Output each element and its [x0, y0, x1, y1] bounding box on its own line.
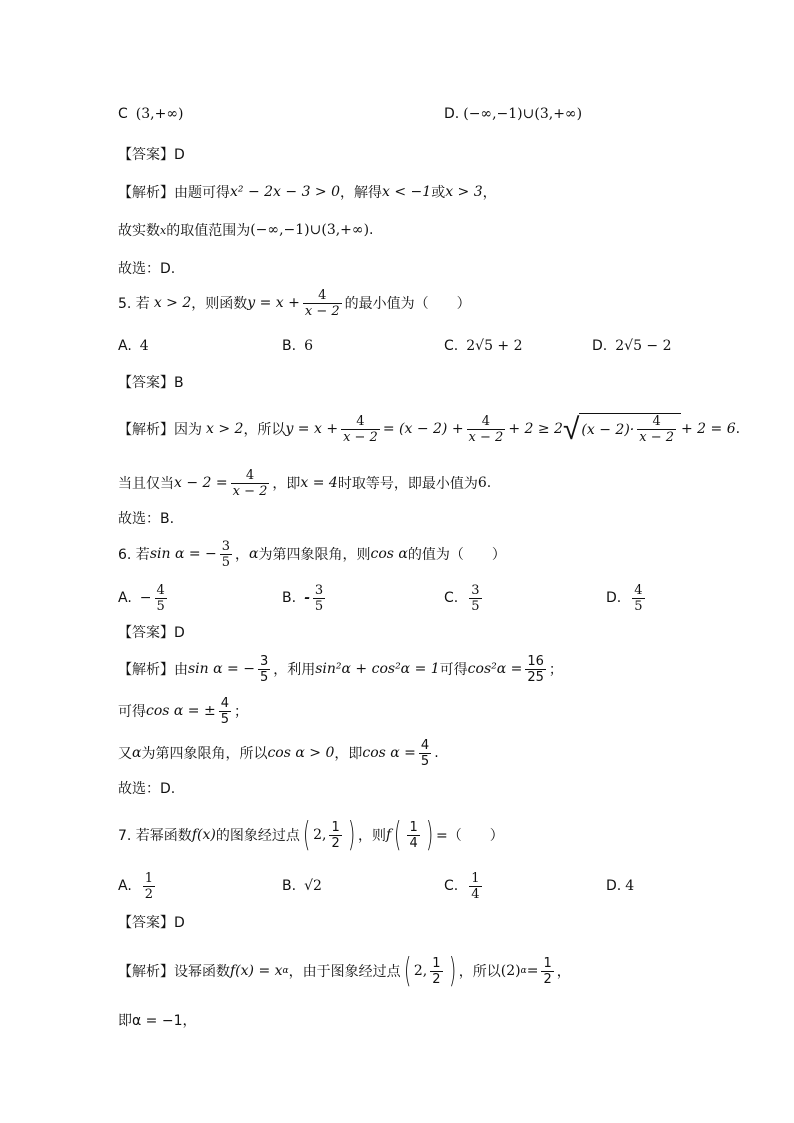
- fraction: $\frac{4}{x - 2}$: [468, 413, 504, 445]
- option-label: B.: [282, 338, 297, 354]
- option-label: C.: [444, 338, 459, 354]
- paren-right: ): [448, 951, 456, 991]
- text: ；: [234, 704, 249, 720]
- q5-option-d: [592, 326, 672, 366]
- math: (2): [500, 963, 521, 979]
- text: ，即: [334, 746, 363, 762]
- text: 的图象经过点: [215, 828, 300, 844]
- paren-left: (: [394, 815, 402, 855]
- sqrt-icon: √: [562, 411, 580, 447]
- fraction: $\frac{4}{x - 2}$: [343, 413, 378, 445]
- text: 5. 若: [118, 296, 150, 312]
- math: cos α =: [362, 745, 416, 761]
- text: ，则: [358, 828, 386, 844]
- fraction: $\frac{4}{x - 2}$: [232, 467, 268, 499]
- math: = (x − 2) +: [382, 421, 464, 437]
- option-value: 2√5 − 2: [615, 338, 672, 354]
- fraction: $\frac{1}{2}$: [543, 955, 552, 987]
- math: x < −1: [382, 184, 432, 200]
- math: α: [282, 966, 289, 976]
- text: 为第四象限角，所以: [141, 746, 268, 762]
- q7-option-b: [282, 864, 322, 908]
- analysis-tag: 【解析】: [118, 185, 174, 201]
- text: ，即: [272, 476, 301, 492]
- math: + 2 ≥ 2: [508, 421, 563, 437]
- q7-answer: 【答案】D: [118, 915, 185, 931]
- text: 由: [174, 662, 188, 678]
- text: 的值为（ ）: [407, 547, 506, 563]
- text: 时取等号，即最小值为: [337, 476, 478, 492]
- text: ，由于图象经过点: [288, 964, 401, 980]
- option-label: D.: [606, 878, 622, 894]
- math: 6: [477, 475, 487, 491]
- text: .: [369, 222, 374, 238]
- math: =: [526, 963, 539, 979]
- text: 为第四象限角，则: [258, 547, 371, 563]
- option-label: B.: [282, 590, 297, 606]
- fraction: $\frac{1}{4}$: [471, 870, 480, 902]
- q6-option-b: [282, 576, 328, 620]
- text: 设幂函数: [174, 964, 230, 980]
- text: 当且仅当: [118, 476, 174, 492]
- text: 故实数: [118, 223, 160, 239]
- math: 2,: [413, 963, 428, 979]
- q4-answer: 【答案】D: [118, 147, 185, 163]
- text: 因为: [174, 422, 202, 438]
- q6-answer: 【答案】D: [118, 625, 185, 641]
- text: ，: [556, 964, 571, 980]
- fraction: $\frac{4}{x - 2}$: [304, 287, 340, 319]
- math: x > 2: [206, 421, 244, 437]
- math: (x − 2)·: [581, 421, 635, 438]
- math: −: [139, 590, 152, 606]
- q5-select: 故选：B.: [118, 511, 175, 527]
- q6-analysis-line2: [118, 688, 248, 734]
- fraction: $\frac{4}{5}$: [420, 737, 430, 769]
- text: =（ ）: [436, 828, 504, 844]
- option-value: √2: [304, 878, 322, 894]
- analysis-tag: 【解析】: [118, 422, 174, 438]
- q7-option-d: [606, 864, 634, 908]
- math: α: [132, 745, 142, 761]
- text: ，利用: [273, 662, 316, 678]
- math: x − 2 =: [174, 475, 228, 491]
- fraction: $\frac{3}{5}$: [259, 653, 269, 685]
- fraction: $\frac{4}{5}$: [156, 582, 165, 614]
- math: cos α > 0: [267, 745, 335, 761]
- q4-option-c: [118, 94, 183, 134]
- fraction: $\frac{1}{2}$: [144, 870, 154, 902]
- text: 又: [118, 746, 132, 762]
- math: x: [160, 223, 167, 237]
- math: sin²α + cos²α = 1: [315, 661, 440, 677]
- paren-left: (: [403, 951, 411, 991]
- text: ，: [482, 185, 497, 201]
- q5-option-a: [118, 326, 149, 366]
- fraction: $\frac{3}{5}$: [471, 582, 480, 614]
- paren-right: ): [425, 815, 434, 855]
- q7-analysis-line1: [118, 946, 571, 996]
- option-value: (−∞,−1)∪(3,+∞): [463, 106, 583, 122]
- q6-stem: [118, 530, 506, 578]
- fraction: $\frac{1}{2}$: [432, 955, 441, 987]
- math: cos α = ±: [146, 703, 216, 719]
- q7-option-c: [444, 864, 485, 908]
- fraction: $\frac{4}{x - 2}$: [639, 414, 674, 445]
- math: α: [249, 546, 259, 562]
- option-value: 6: [304, 338, 313, 354]
- fraction: $\frac{4}{5}$: [634, 582, 643, 614]
- q4-option-d: [444, 94, 582, 134]
- text: 可得: [118, 704, 146, 720]
- fraction: $\frac{3}{5}$: [221, 538, 231, 570]
- fraction: $\frac{3}{5}$: [314, 582, 324, 614]
- q7-analysis-line2: 即α = −1，: [118, 1013, 197, 1029]
- math: cos²α =: [467, 661, 523, 677]
- analysis-tag: 【解析】: [118, 964, 174, 980]
- text: ，所以: [243, 422, 286, 438]
- q5-option-b: [282, 326, 313, 366]
- math: sin α = −: [149, 546, 217, 562]
- option-label: C.: [444, 590, 459, 606]
- text: ；: [548, 662, 563, 678]
- text: ，: [235, 547, 250, 563]
- q6-analysis-line1: [118, 646, 563, 692]
- math: y = x +: [247, 295, 300, 311]
- math: x² − 2x − 3 > 0: [230, 184, 341, 200]
- option-label: B.: [282, 878, 297, 894]
- text: ，解得: [340, 185, 383, 201]
- math: -: [304, 590, 310, 606]
- math: y = x +: [285, 421, 339, 437]
- q6-select: 故选：D.: [118, 781, 176, 797]
- math: 2,: [313, 827, 327, 843]
- math: x > 2: [153, 295, 192, 311]
- text: 可得: [439, 662, 468, 678]
- option-label: C: [118, 106, 128, 122]
- option-label: A.: [118, 878, 132, 894]
- q5-analysis-line1: [118, 404, 740, 454]
- q6-option-d: [606, 576, 648, 620]
- option-label: C.: [444, 878, 459, 894]
- q5-stem: [118, 278, 471, 328]
- math: f(x) = x: [230, 963, 283, 979]
- text: 7. 若幂函数: [118, 828, 192, 844]
- option-label: A.: [118, 590, 132, 606]
- option-value: 2√5 + 2: [466, 338, 523, 354]
- math: (−∞,−1)∪(3,+∞): [250, 222, 370, 238]
- text: .: [486, 475, 492, 491]
- sqrt-body: [579, 413, 681, 445]
- text: 的最小值为（ ）: [344, 296, 471, 312]
- option-value: 4: [139, 338, 149, 354]
- fraction: $\frac{1}{2}$: [331, 819, 340, 851]
- option-label: D.: [606, 590, 622, 606]
- q6-option-c: [444, 576, 485, 620]
- math: x > 3: [445, 184, 483, 200]
- fraction: $\frac{16}{25}$: [527, 653, 544, 685]
- option-label: D.: [592, 338, 608, 354]
- q4-select: 故选：D.: [118, 261, 176, 277]
- math: α: [520, 966, 527, 976]
- text: 或: [431, 185, 446, 201]
- paren-left: (: [302, 815, 311, 855]
- text: .: [735, 421, 741, 437]
- fraction: $\frac{4}{5}$: [220, 695, 230, 727]
- q5-option-c: [444, 326, 523, 366]
- text: ，所以: [458, 964, 501, 980]
- text: 6. 若: [118, 547, 150, 563]
- math: f(x): [191, 827, 216, 843]
- text: ，则函数: [191, 296, 248, 312]
- option-value: (3,+∞): [135, 106, 184, 122]
- math: f: [386, 827, 392, 843]
- analysis-tag: 【解析】: [118, 662, 174, 678]
- q4-analysis-line2: [118, 210, 373, 250]
- math: + 2 = 6: [681, 421, 736, 437]
- option-label: A.: [118, 338, 132, 354]
- math: sin α = −: [188, 661, 255, 677]
- q4-analysis-line1: [118, 172, 497, 212]
- fraction: $\frac{1}{4}$: [409, 819, 418, 851]
- option-value: 4: [625, 878, 635, 894]
- q7-stem: [118, 810, 504, 860]
- math: x = 4: [300, 475, 338, 491]
- option-label: D.: [444, 106, 460, 122]
- text: 由题可得: [174, 185, 230, 201]
- text: .: [434, 745, 439, 761]
- math: cos α: [370, 546, 408, 562]
- paren-right: ): [347, 815, 356, 855]
- text: 的取值范围为: [166, 223, 251, 239]
- q5-answer: 【答案】B: [118, 375, 184, 391]
